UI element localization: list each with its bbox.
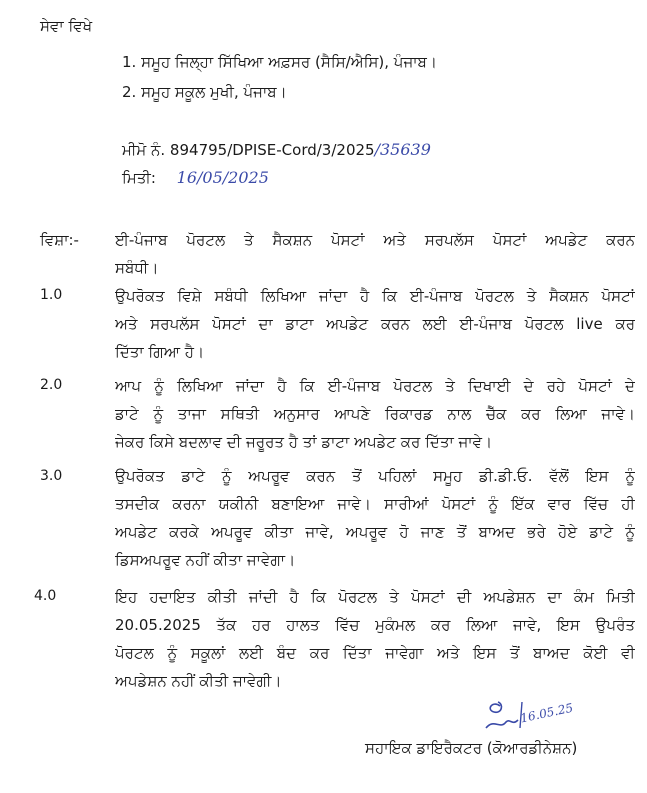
recipient-1: 1. ਸਮੂਹ ਜਿਲ੍ਹਾ ਸਿੱਖਿਆ ਅਫ਼ਸਰ (ਸੈਸਿ/ਐਸਿ), ਪੰਜਾਬ।: [122, 53, 438, 71]
paragraph-number: 2.0: [40, 377, 63, 393]
signature-handwritten-date: 16.05.25: [519, 700, 575, 726]
date-label: ਮਿਤੀ:: [122, 169, 156, 187]
subject-line: ਸਬੰਧੀ।: [115, 259, 159, 277]
paragraph-line: ਤਸਦੀਕ ਕਰਨਾ ਯਕੀਨੀ ਬਣਾਇਆ ਜਾਵੇ। ਸਾਰੀਆਂ ਪੋਸਟਾਂ ਨੂੰ ਇੱਕ ਵਾਰ ਵਿੱਚ ਹੀ: [115, 495, 635, 513]
paragraph-line: 20.05.2025 ਤੱਕ ਹਰ ਹਾਲਤ ਵਿੱਚ ਮੁਕੰਮਲ ਕਰ ਲਿਆ ਜਾਵੇ, ਇਸ ਉਪਰੰਤ: [115, 616, 635, 634]
paragraph-line: ਜੇਕਰ ਕਿਸੇ ਬਦਲਾਵ ਦੀ ਜਰੂਰਤ ਹੈ ਤਾਂ ਡਾਟਾ ਅਪਡੇਟ ਕਰ ਦਿੱਤਾ ਜਾਵੇ।: [115, 433, 493, 451]
to-label: ਸੇਵਾ ਵਿਖੇ: [40, 17, 93, 35]
paragraph-line: ਅਪਡੇਸ਼ਨ ਨਹੀਂ ਕੀਤੀ ਜਾਵੇਗੀ।: [115, 672, 282, 690]
memo-handwritten-number: /35639: [374, 140, 431, 159]
paragraph-line: ਡਿਸਅਪਰੂਵ ਨਹੀਂ ਕੀਤਾ ਜਾਵੇਗਾ।: [115, 551, 296, 569]
paragraph-1: [115, 282, 635, 366]
paragraph-number: 3.0: [40, 468, 63, 484]
paragraph-line: ਉਪਰੋਕਤ ਵਿਸ਼ੇ ਸਬੰਧੀ ਲਿਖਿਆ ਜਾਂਦਾ ਹੈ ਕਿ ਈ-ਪੰਜਾਬ ਪੋਰਟਲ ਤੇ ਸੈਕਸ਼ਨ ਪੋਸਟਾਂ: [115, 287, 635, 305]
memo-label: ਮੀਮੋ ਨੰ. 894795/DPISE-Cord/3/2025: [122, 141, 375, 159]
paragraph-line: ਉਪਰੋਕਤ ਡਾਟੇ ਨੂੰ ਅਪਰੂਵ ਕਰਨ ਤੋਂ ਪਹਿਲਾਂ ਸਮੂਹ ਡੀ.ਡੀ.ਓ. ਵੱਲੋਂ ਇਸ ਨੂੰ: [115, 467, 635, 485]
paragraph-number: 4.0: [34, 588, 57, 604]
subject-label: ਵਿਸ਼ਾ:-: [40, 231, 79, 249]
paragraph-line: ਇਹ ਹਦਾਇਤ ਕੀਤੀ ਜਾਂਦੀ ਹੈ ਕਿ ਪੋਰਟਲ ਤੇ ਪੋਸਟਾਂ ਦੀ ਅਪਡੇਸ਼ਨ ਦਾ ਕੰਮ ਮਿਤੀ: [115, 588, 635, 606]
memo-number: [122, 136, 431, 164]
paragraph-number: 1.0: [40, 287, 63, 303]
paragraph-2: [115, 372, 635, 456]
paragraph-line: ਅਤੇ ਸਰਪਲੱਸ ਪੋਸਟਾਂ ਦਾ ਡਾਟਾ ਅਪਡੇਟ ਕਰਨ ਲਈ ਈ-ਪੰਜਾਬ ਪੋਰਟਲ live ਕਰ: [115, 315, 635, 333]
memo-date: [122, 164, 269, 192]
recipient-2: 2. ਸਮੂਹ ਸਕੂਲ ਮੁਖੀ, ਪੰਜਾਬ।: [122, 83, 287, 101]
subject-line: ਈ-ਪੰਜਾਬ ਪੋਰਟਲ ਤੇ ਸੈਕਸ਼ਨ ਪੋਸਟਾਂ ਅਤੇ ਸਰਪਲੱਸ ਪੋਸਟਾਂ ਅਪਡੇਟ ਕਰਨ: [115, 231, 635, 249]
paragraph-line: ਪੋਰਟਲ ਨੂੰ ਸਕੂਲਾਂ ਲਈ ਬੰਦ ਕਰ ਦਿੱਤਾ ਜਾਵੇਗਾ ਅਤੇ ਇਸ ਤੋਂ ਬਾਅਦ ਕੋਈ ਵੀ: [115, 644, 635, 662]
subject-text: [115, 226, 635, 282]
signatory-designation: ਸਹਾਇਕ ਡਾਇਰੈਕਟਰ (ਕੋਆਰਡੀਨੇਸ਼ਨ): [365, 739, 578, 757]
date-handwritten: 16/05/2025: [176, 168, 269, 187]
paragraph-line: ਦਿੱਤਾ ਗਿਆ ਹੈ।: [115, 343, 205, 361]
paragraph-4: [115, 583, 635, 695]
paragraph-line: ਡਾਟੇ ਨੂੰ ਤਾਜਾ ਸਥਿਤੀ ਅਨੁਸਾਰ ਆਪਣੇ ਰਿਕਾਰਡ ਨਾਲ ਚੈੱਕ ਕਰ ਲਿਆ ਜਾਵੇ।: [115, 405, 635, 423]
paragraph-3: [115, 462, 635, 574]
paragraph-line: ਆਪ ਨੂੰ ਲਿਖਿਆ ਜਾਂਦਾ ਹੈ ਕਿ ਈ-ਪੰਜਾਬ ਪੋਰਟਲ ਤੇ ਦਿਖਾਈ ਦੇ ਰਹੇ ਪੋਸਟਾਂ ਦੇ: [115, 377, 635, 395]
paragraph-line: ਅਪਡੇਟ ਕਰਕੇ ਅਪਰੂਵ ਕੀਤਾ ਜਾਵੇ, ਅਪਰੂਵ ਹੋ ਜਾਣ ਤੋਂ ਬਾਅਦ ਭਰੇ ਹੋਏ ਡਾਟੇ ਨੂੰ: [115, 523, 635, 541]
